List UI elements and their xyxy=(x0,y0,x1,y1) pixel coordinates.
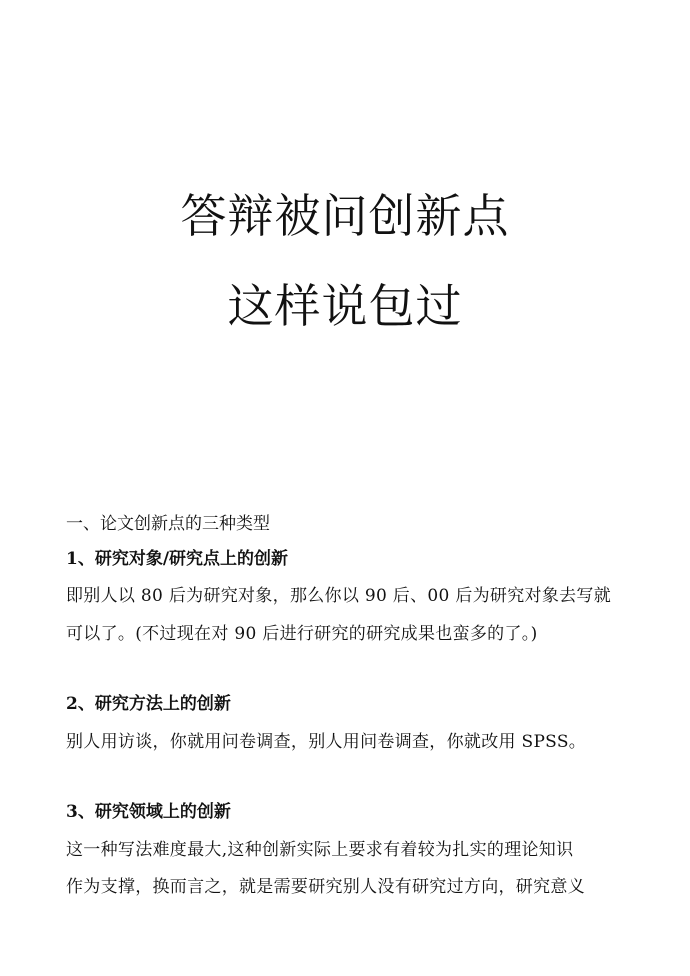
item-1-line-1: 即别人以 80 后为研究对象，那么你以 90 后、00 后为研究对象去写就 xyxy=(66,586,612,606)
item-1-heading: 1、研究对象/研究点上的创新 xyxy=(66,549,289,569)
section-heading: 一、论文创新点的三种类型 xyxy=(66,514,270,534)
item-1-line-2: 可以了。(不过现在对 90 后进行研究的研究成果也蛮多的了。) xyxy=(66,624,538,644)
item-3-line-2: 作为支撑，换而言之，就是需要研究别人没有研究过方向，研究意义 xyxy=(66,877,585,897)
document-title-line-2: 这样说包过 xyxy=(227,279,463,333)
item-3-line-1: 这一种写法难度最大,这种创新实际上要求有着较为扎实的理论知识 xyxy=(66,840,574,860)
item-3-heading: 3、研究领域上的创新 xyxy=(66,802,231,822)
item-2-line-1: 别人用访谈，你就用问卷调查，别人用问卷调查，你就改用 SPSS。 xyxy=(66,732,587,752)
item-2-heading: 2、研究方法上的创新 xyxy=(66,694,231,714)
document-title-line-1: 答辩被问创新点 xyxy=(180,189,510,243)
